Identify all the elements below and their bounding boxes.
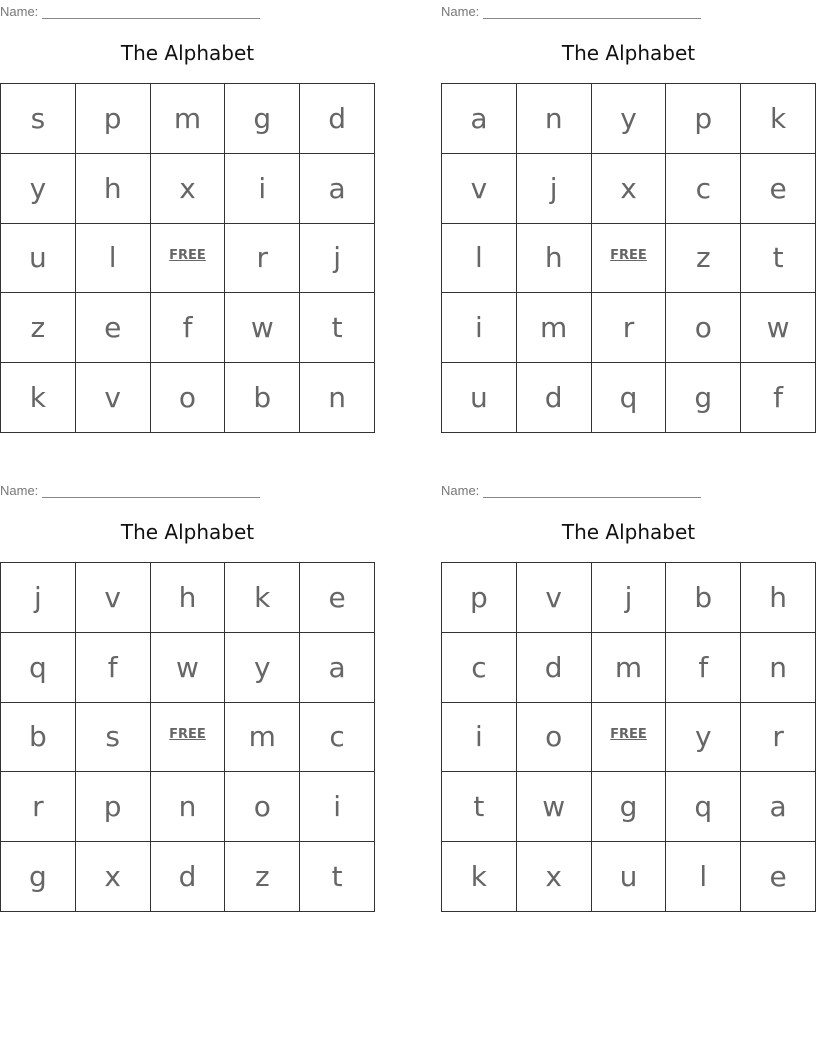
letter-cell: v: [517, 563, 592, 633]
letter-cell: m: [225, 703, 300, 773]
card-title: The Alphabet: [120, 41, 255, 65]
letter-cell: o: [151, 363, 226, 433]
name-row: [0, 482, 260, 498]
letter-cell: e: [741, 154, 816, 224]
letter-cell: r: [1, 772, 76, 842]
letter-cell: v: [442, 154, 517, 224]
letter-cell: p: [442, 563, 517, 633]
name-row: [0, 3, 260, 19]
letter-cell: o: [666, 293, 741, 363]
letter-cell: u: [442, 363, 517, 433]
letter-cell: t: [300, 842, 375, 912]
letter-cell: w: [741, 293, 816, 363]
letter-cell: x: [76, 842, 151, 912]
letter-cell: z: [1, 293, 76, 363]
letter-cell: c: [442, 633, 517, 703]
letter-cell: j: [300, 224, 375, 294]
letter-cell: w: [517, 772, 592, 842]
letter-cell: v: [76, 363, 151, 433]
letter-cell: t: [741, 224, 816, 294]
letter-cell: b: [225, 363, 300, 433]
bingo-grid: [441, 83, 816, 433]
letter-cell: c: [300, 703, 375, 773]
letter-cell: j: [517, 154, 592, 224]
bingo-grid: [0, 562, 375, 912]
letter-cell: a: [741, 772, 816, 842]
name-label: Name:: [0, 4, 39, 19]
letter-cell: f: [666, 633, 741, 703]
letter-cell: m: [517, 293, 592, 363]
name-row: [441, 3, 701, 19]
letter-cell: r: [592, 293, 667, 363]
letter-cell: d: [300, 84, 375, 154]
free-space-cell: FREE: [151, 224, 226, 294]
letter-cell: w: [225, 293, 300, 363]
card-title: The Alphabet: [561, 520, 696, 544]
letter-cell: n: [151, 772, 226, 842]
letter-cell: l: [442, 224, 517, 294]
letter-cell: n: [741, 633, 816, 703]
bingo-grid: [0, 83, 375, 433]
letter-cell: e: [300, 563, 375, 633]
letter-cell: c: [666, 154, 741, 224]
letter-cell: n: [517, 84, 592, 154]
letter-cell: s: [1, 84, 76, 154]
letter-cell: r: [741, 703, 816, 773]
free-space-cell: FREE: [592, 224, 667, 294]
letter-cell: m: [592, 633, 667, 703]
letter-cell: e: [76, 293, 151, 363]
letter-cell: q: [666, 772, 741, 842]
bingo-card-4: [441, 479, 816, 919]
letter-cell: k: [1, 363, 76, 433]
letter-cell: j: [592, 563, 667, 633]
letter-cell: k: [225, 563, 300, 633]
letter-cell: d: [151, 842, 226, 912]
letter-cell: s: [76, 703, 151, 773]
letter-cell: l: [76, 224, 151, 294]
letter-cell: h: [741, 563, 816, 633]
letter-cell: f: [741, 363, 816, 433]
letter-cell: j: [1, 563, 76, 633]
letter-cell: u: [1, 224, 76, 294]
name-blank-line: [42, 485, 260, 498]
bingo-grid: [441, 562, 816, 912]
letter-cell: t: [300, 293, 375, 363]
letter-cell: i: [225, 154, 300, 224]
letter-cell: p: [666, 84, 741, 154]
letter-cell: h: [151, 563, 226, 633]
letter-cell: x: [151, 154, 226, 224]
letter-cell: e: [741, 842, 816, 912]
letter-cell: o: [225, 772, 300, 842]
bingo-card-3: [0, 479, 375, 919]
name-label: Name:: [441, 483, 480, 498]
letter-cell: z: [666, 224, 741, 294]
letter-cell: d: [517, 633, 592, 703]
letter-cell: y: [592, 84, 667, 154]
letter-cell: a: [442, 84, 517, 154]
name-blank-line: [483, 6, 701, 19]
letter-cell: u: [592, 842, 667, 912]
letter-cell: a: [300, 154, 375, 224]
letter-cell: y: [666, 703, 741, 773]
letter-cell: d: [517, 363, 592, 433]
letter-cell: g: [1, 842, 76, 912]
name-blank-line: [483, 485, 701, 498]
letter-cell: x: [517, 842, 592, 912]
letter-cell: t: [442, 772, 517, 842]
letter-cell: h: [517, 224, 592, 294]
letter-cell: o: [517, 703, 592, 773]
letter-cell: i: [442, 293, 517, 363]
letter-cell: i: [300, 772, 375, 842]
letter-cell: w: [151, 633, 226, 703]
letter-cell: h: [76, 154, 151, 224]
letter-cell: b: [666, 563, 741, 633]
letter-cell: r: [225, 224, 300, 294]
bingo-card-1: [0, 0, 375, 440]
letter-cell: v: [76, 563, 151, 633]
letter-cell: g: [225, 84, 300, 154]
free-space-cell: FREE: [592, 703, 667, 773]
letter-cell: a: [300, 633, 375, 703]
letter-cell: l: [666, 842, 741, 912]
card-title: The Alphabet: [561, 41, 696, 65]
letter-cell: m: [151, 84, 226, 154]
bingo-card-2: [441, 0, 816, 440]
name-label: Name:: [0, 483, 39, 498]
letter-cell: k: [442, 842, 517, 912]
letter-cell: x: [592, 154, 667, 224]
name-label: Name:: [441, 4, 480, 19]
letter-cell: g: [666, 363, 741, 433]
free-space-cell: FREE: [151, 703, 226, 773]
letter-cell: q: [592, 363, 667, 433]
letter-cell: p: [76, 84, 151, 154]
letter-cell: p: [76, 772, 151, 842]
letter-cell: q: [1, 633, 76, 703]
card-title: The Alphabet: [120, 520, 255, 544]
letter-cell: f: [76, 633, 151, 703]
letter-cell: k: [741, 84, 816, 154]
letter-cell: n: [300, 363, 375, 433]
letter-cell: i: [442, 703, 517, 773]
letter-cell: z: [225, 842, 300, 912]
letter-cell: y: [225, 633, 300, 703]
name-blank-line: [42, 6, 260, 19]
letter-cell: y: [1, 154, 76, 224]
name-row: [441, 482, 701, 498]
letter-cell: g: [592, 772, 667, 842]
letter-cell: f: [151, 293, 226, 363]
letter-cell: b: [1, 703, 76, 773]
